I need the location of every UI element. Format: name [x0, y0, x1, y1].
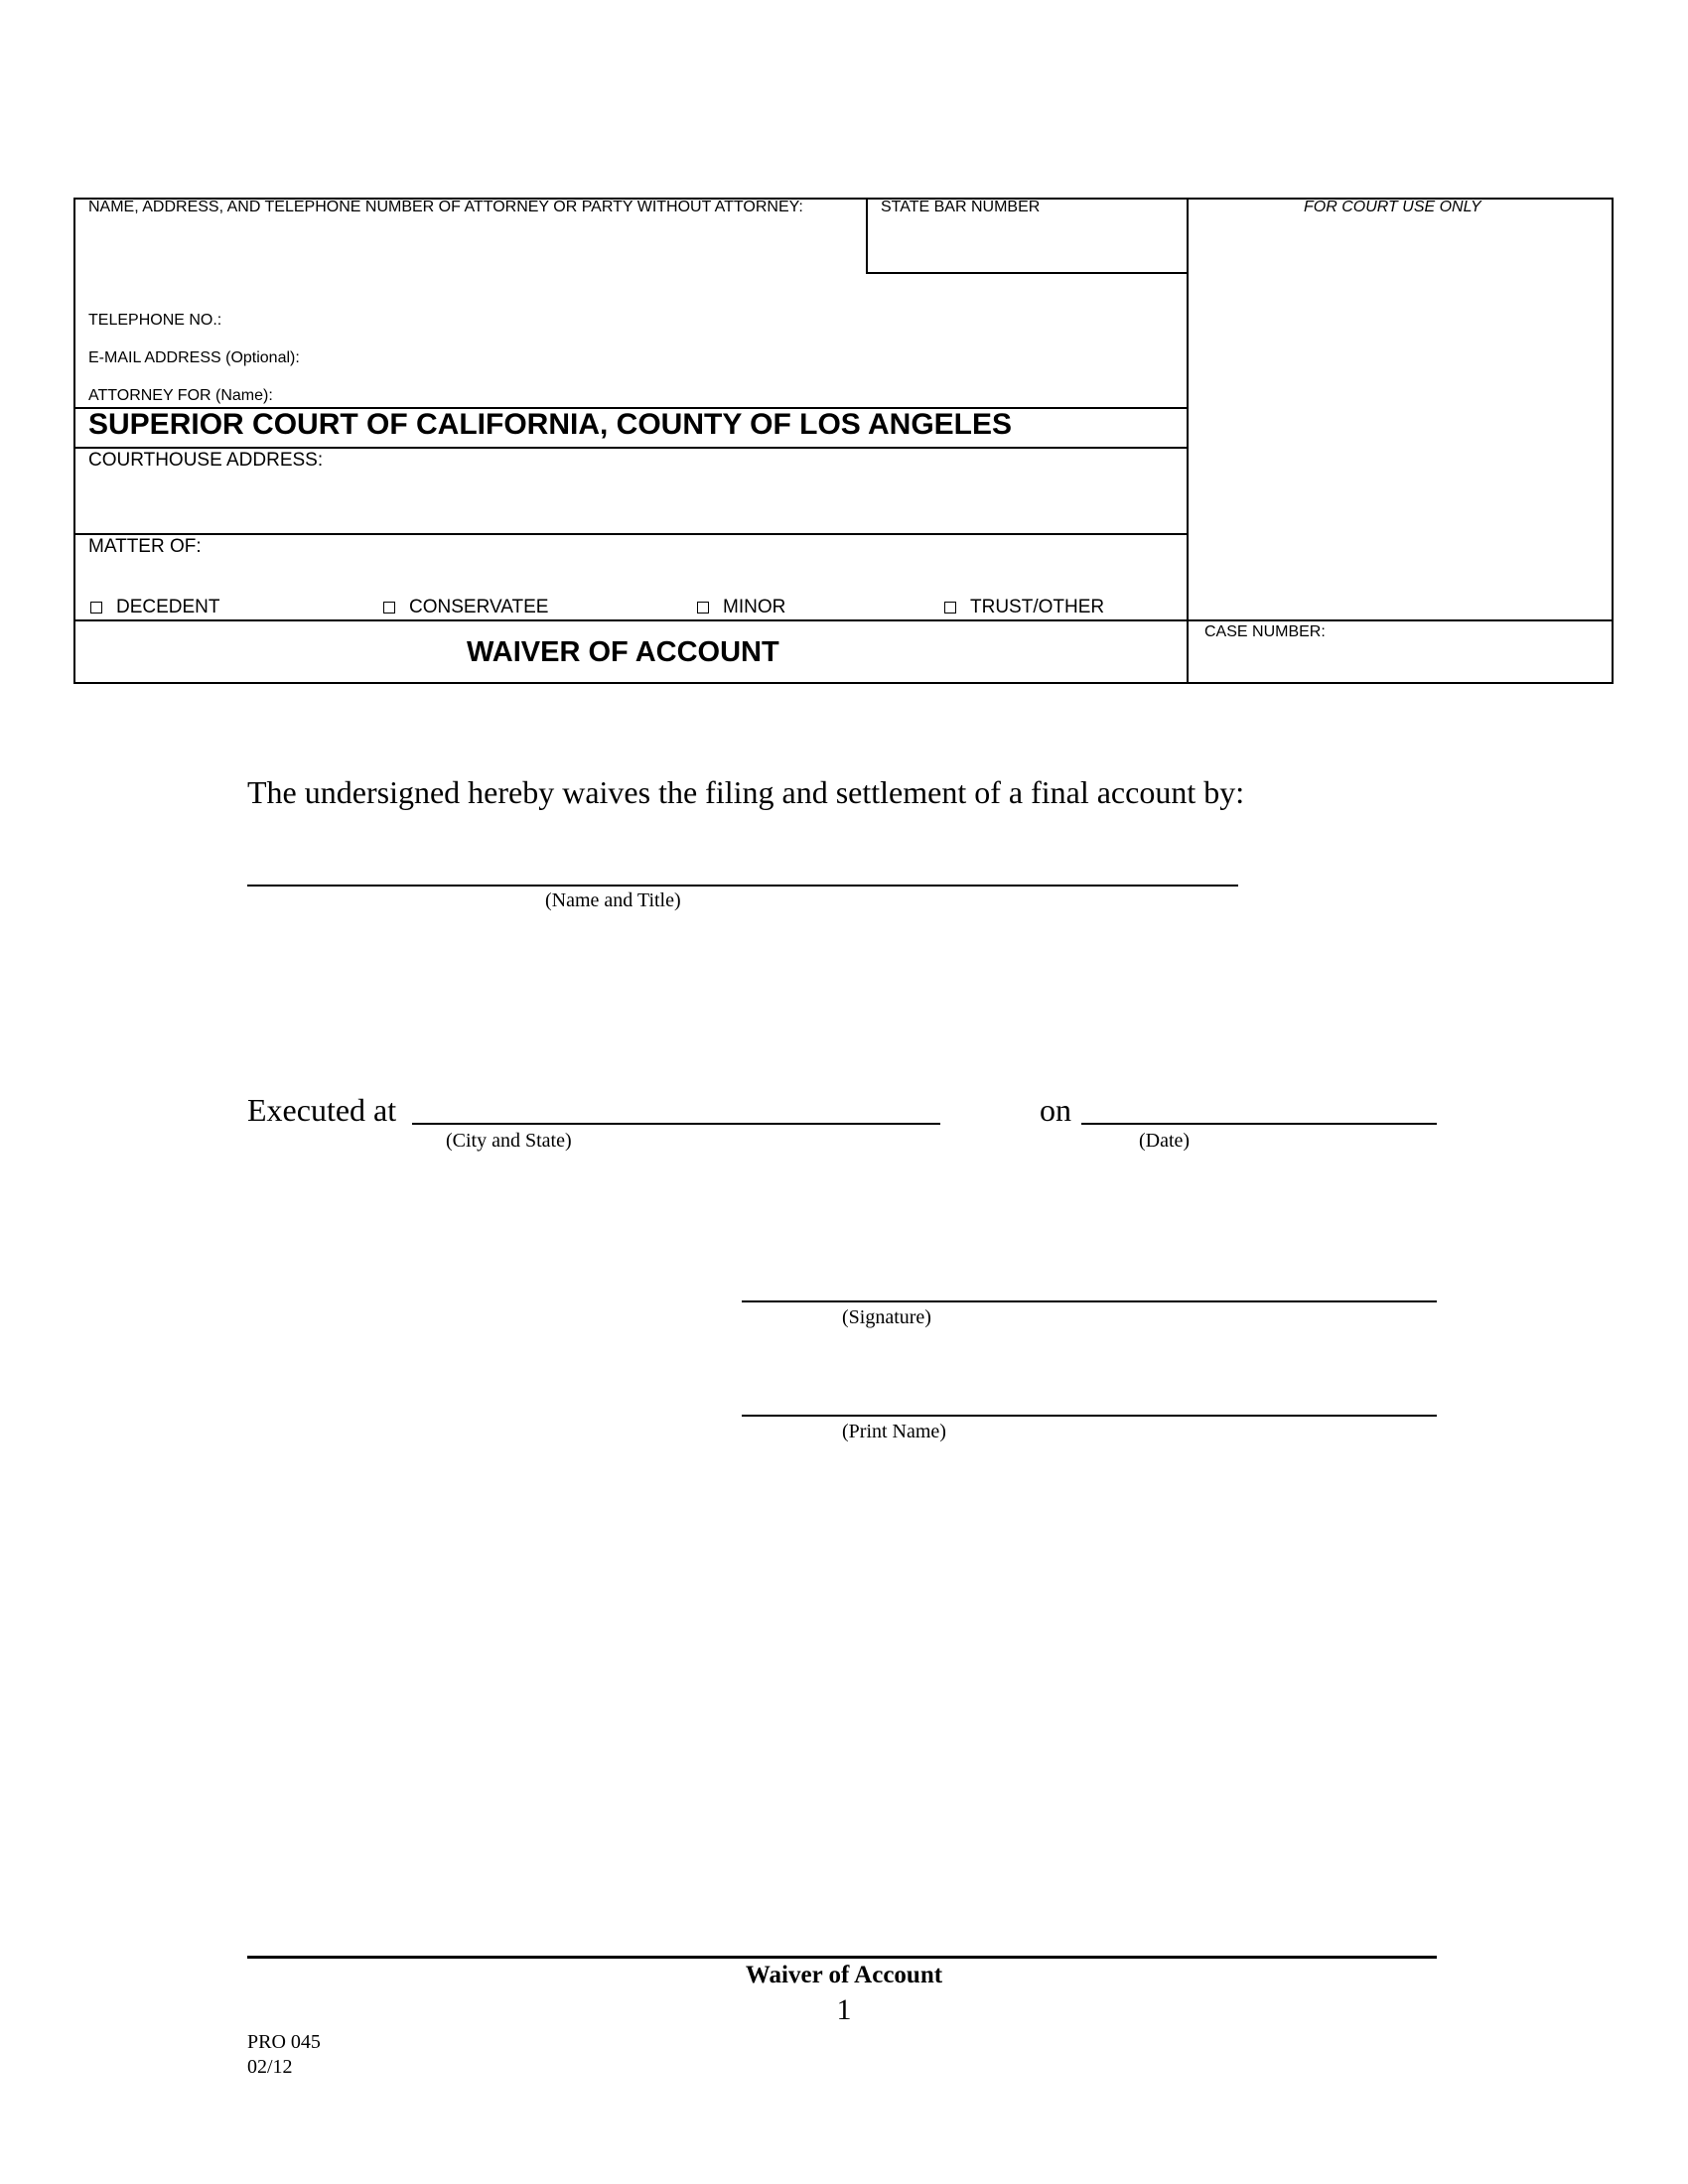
minor-option-label: MINOR [723, 597, 786, 617]
court-name: SUPERIOR COURT OF CALIFORNIA, COUNTY OF LOS ANGELES [88, 408, 1013, 441]
waiver-statement: The undersigned hereby waives the filing and settlement of a final account by: [247, 774, 1245, 810]
executed-at-label: Executed at [247, 1092, 397, 1128]
attorney-for-label: ATTORNEY FOR (Name): [88, 387, 273, 404]
minor-option[interactable] [697, 597, 785, 618]
conservatee-option-label: CONSERVATEE [409, 597, 549, 617]
courthouse-bottom-rule [73, 533, 1189, 535]
attorney-label: NAME, ADDRESS, AND TELEPHONE NUMBER OF ATTORNEY OR PARTY WITHOUT ATTORNEY: [88, 199, 803, 215]
decedent-option-label: DECEDENT [116, 597, 220, 617]
signature-line[interactable] [742, 1300, 1437, 1302]
state-bar-divider [866, 198, 868, 273]
signature-caption: (Signature) [842, 1306, 931, 1328]
print-name-line[interactable] [742, 1415, 1437, 1417]
conservatee-option[interactable] [383, 597, 548, 618]
footer-title: Waiver of Account [745, 1962, 943, 1988]
trust-other-option-label: TRUST/OTHER [970, 597, 1105, 617]
case-number-label: CASE NUMBER: [1204, 623, 1326, 640]
court-use-divider [1187, 198, 1189, 684]
court-name-bottom-rule [73, 447, 1189, 449]
on-label: on [1040, 1092, 1071, 1128]
minor-checkbox[interactable] [697, 602, 709, 614]
form-code: PRO 045 [247, 2031, 321, 2053]
court-use-label: FOR COURT USE ONLY [1304, 199, 1481, 215]
trust-other-checkbox[interactable] [944, 602, 956, 614]
date-caption: (Date) [1139, 1130, 1191, 1152]
form-title: WAIVER OF ACCOUNT [467, 636, 779, 668]
page-number: 1 [836, 1993, 852, 2026]
telephone-label: TELEPHONE NO.: [88, 312, 222, 329]
state-bar-label: STATE BAR NUMBER [881, 199, 1041, 215]
form-date: 02/12 [247, 2056, 293, 2078]
title-top-rule [73, 619, 1614, 621]
decedent-option[interactable] [90, 597, 220, 618]
date-line[interactable] [1081, 1123, 1437, 1125]
matter-label: MATTER OF: [88, 536, 202, 557]
city-state-line[interactable] [412, 1123, 940, 1125]
conservatee-checkbox[interactable] [383, 602, 395, 614]
city-state-caption: (City and State) [446, 1130, 572, 1152]
state-bar-bottom-rule [866, 272, 1189, 274]
email-label: E-MAIL ADDRESS (Optional): [88, 349, 300, 366]
footer-rule [247, 1956, 1437, 1959]
decedent-checkbox[interactable] [90, 602, 102, 614]
courthouse-label: COURTHOUSE ADDRESS: [88, 450, 324, 471]
print-name-caption: (Print Name) [842, 1421, 946, 1442]
name-title-line[interactable] [247, 885, 1238, 887]
trust-other-option[interactable] [944, 597, 1104, 618]
name-title-caption: (Name and Title) [545, 889, 681, 911]
